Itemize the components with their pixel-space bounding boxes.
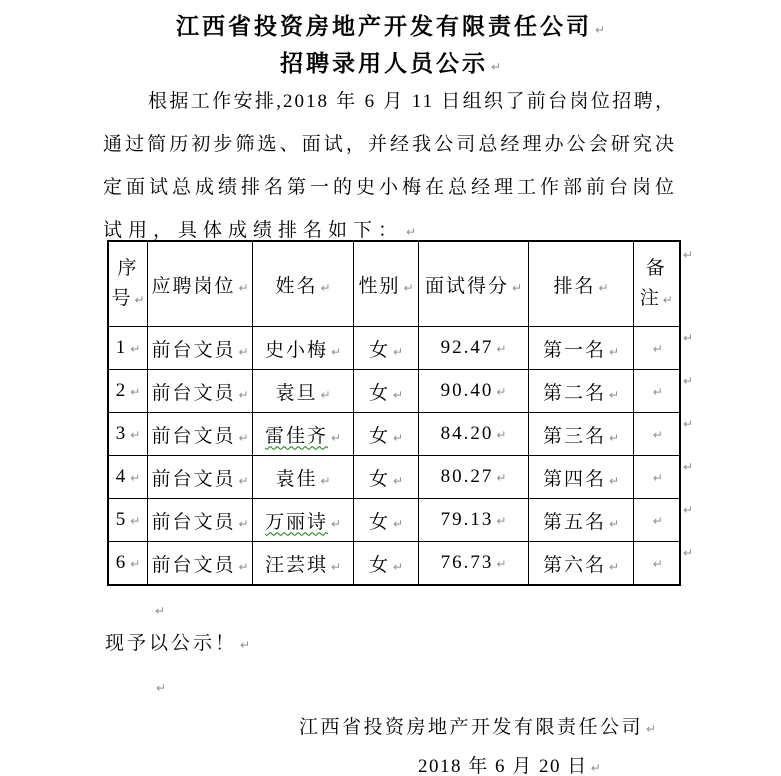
cell-remark — [634, 542, 680, 586]
cell-name-text: 袁佳 — [275, 468, 318, 490]
cell-no — [108, 327, 148, 370]
header-position — [148, 241, 253, 327]
paragraph-return-mark: ↵ — [496, 557, 507, 571]
cell-rank-text: 第四名 — [542, 468, 606, 490]
paragraph-return-mark: ↵ — [330, 516, 342, 531]
paragraph-return-mark: ↵ — [155, 604, 166, 618]
cell-no — [108, 370, 148, 413]
cell-rank — [529, 542, 634, 586]
cell-no — [108, 542, 148, 586]
paragraph-return-mark: ↵ — [608, 473, 620, 488]
paragraph-return-mark: ↵ — [683, 460, 694, 474]
paragraph-return-mark: ↵ — [683, 546, 694, 560]
cell-rank-text: 第一名 — [542, 339, 606, 361]
header-no-text: 序号 — [111, 257, 139, 309]
paragraph-return-mark: ↵ — [238, 280, 249, 295]
cell-position — [148, 499, 253, 542]
cell-name — [253, 327, 354, 370]
cell-remark — [634, 370, 680, 413]
cell-score-text: 90.40 — [440, 380, 494, 401]
cell-name-text: 袁旦 — [275, 382, 318, 404]
header-name — [253, 241, 354, 327]
table-row — [108, 370, 680, 413]
cell-rank-text: 第三名 — [542, 425, 606, 447]
paragraph-return-mark: ↵ — [238, 430, 249, 445]
paragraph-return-mark: ↵ — [608, 387, 620, 402]
header-rank-text: 排名 — [553, 275, 596, 297]
cell-no — [108, 456, 148, 499]
cell-gender — [354, 499, 419, 542]
cell-no — [108, 413, 148, 456]
cell-gender-text: 女 — [368, 511, 390, 533]
cell-rank — [529, 413, 634, 456]
paragraph-return-mark: ↵ — [392, 344, 404, 359]
paragraph-return-mark: ↵ — [392, 516, 404, 531]
cell-score — [419, 413, 529, 456]
closing-statement — [105, 628, 250, 655]
paragraph-return-mark: ↵ — [330, 430, 342, 445]
paragraph-return-mark: ↵ — [646, 722, 657, 736]
document-subtitle-text: 招聘录用人员公示 — [279, 51, 488, 76]
paragraph-return-mark: ↵ — [511, 280, 523, 295]
paragraph-return-mark: ↵ — [130, 471, 141, 485]
cell-position-text: 前台文员 — [151, 382, 236, 404]
cell-score-text: 80.27 — [440, 466, 494, 487]
paragraph-return-mark: ↵ — [496, 514, 507, 528]
cell-gender — [354, 456, 419, 499]
cell-no-text: 5 — [115, 509, 128, 530]
cell-position-text: 前台文员 — [151, 468, 236, 490]
cell-score — [419, 370, 529, 413]
cell-position — [148, 413, 253, 456]
body-line-4-text: 试用，具体成绩排名如下： — [103, 220, 404, 241]
cell-name — [253, 499, 354, 542]
cell-name-text: 汪芸琪 — [264, 554, 328, 576]
header-score-text: 面试得分 — [424, 275, 509, 297]
paragraph-return-mark: ↵ — [496, 342, 507, 356]
table-row — [108, 413, 680, 456]
paragraph-return-mark: ↵ — [662, 292, 673, 307]
cell-no-text: 3 — [115, 423, 128, 444]
cell-position-text: 前台文员 — [151, 554, 236, 576]
cell-no — [108, 499, 148, 542]
document-subtitle — [0, 45, 781, 78]
cell-gender — [354, 327, 419, 370]
cell-name — [253, 456, 354, 499]
cell-rank — [529, 370, 634, 413]
paragraph-return-mark: ↵ — [130, 428, 141, 442]
cell-rank — [529, 499, 634, 542]
paragraph-return-mark: ↵ — [392, 473, 404, 488]
cell-gender-text: 女 — [368, 382, 390, 404]
header-no — [108, 241, 148, 327]
header-name-text: 姓名 — [275, 275, 318, 297]
paragraph-return-mark: ↵ — [683, 248, 694, 262]
document-title — [0, 8, 781, 41]
cell-name — [253, 370, 354, 413]
cell-position — [148, 327, 253, 370]
body-line-1: 根据工作安排,2018 年 6 月 11 日组织了前台岗位招聘， — [148, 91, 676, 112]
paragraph-return-mark: ↵ — [392, 387, 404, 402]
cell-gender-text: 女 — [368, 554, 390, 576]
paragraph-return-mark: ↵ — [683, 417, 694, 431]
paragraph-return-mark: ↵ — [238, 473, 249, 488]
paragraph-return-mark: ↵ — [330, 559, 342, 574]
cell-score — [419, 542, 529, 586]
paragraph-return-mark: ↵ — [134, 292, 145, 307]
table-row — [108, 327, 680, 370]
paragraph-return-mark: ↵ — [683, 331, 694, 345]
paragraph-return-mark: ↵ — [238, 516, 249, 531]
cell-rank-text: 第六名 — [542, 554, 606, 576]
cell-gender-text: 女 — [368, 339, 390, 361]
paragraph-return-mark: ↵ — [608, 559, 620, 574]
cell-no-text: 1 — [115, 337, 128, 358]
cell-rank — [529, 456, 634, 499]
cell-name-text: 史小梅 — [264, 339, 328, 361]
paragraph-return-mark: ↵ — [608, 430, 620, 445]
signature-date — [418, 751, 601, 776]
signature-company-text: 江西省投资房地产开发有限责任公司 — [299, 717, 644, 738]
document-title-text: 江西省投资房地产开发有限责任公司 — [175, 14, 592, 39]
paragraph-return-mark: ↵ — [598, 280, 609, 295]
cell-score-text: 92.47 — [440, 337, 494, 358]
body-line-3: 定面试总成绩排名第一的史小梅在总经理工作部前台岗位 — [103, 177, 676, 198]
cell-position-text: 前台文员 — [151, 339, 236, 361]
cell-position — [148, 370, 253, 413]
cell-name-text: 万丽诗 — [264, 511, 328, 533]
cell-no-text: 4 — [115, 466, 128, 487]
cell-score-text: 76.73 — [440, 552, 494, 573]
paragraph-return-mark: ↵ — [590, 761, 601, 775]
paragraph-return-mark: ↵ — [130, 557, 141, 571]
paragraph-return-mark: ↵ — [496, 428, 507, 442]
cell-rank — [529, 327, 634, 370]
cell-score — [419, 327, 529, 370]
paragraph-return-mark: ↵ — [392, 559, 404, 574]
paragraph-return-mark: ↵ — [652, 514, 663, 528]
paragraph-return-mark: ↵ — [238, 387, 249, 402]
paragraph-return-mark: ↵ — [594, 23, 606, 37]
paragraph-return-mark: ↵ — [130, 514, 141, 528]
header-rank — [529, 241, 634, 327]
table-row — [108, 499, 680, 542]
cell-name — [253, 413, 354, 456]
cell-gender — [354, 542, 419, 586]
cell-gender-text: 女 — [368, 468, 390, 490]
paragraph-return-mark: ↵ — [683, 374, 694, 388]
paragraph-return-mark: ↵ — [403, 280, 414, 295]
paragraph-return-mark: ↵ — [130, 385, 141, 399]
cell-rank-text: 第二名 — [542, 382, 606, 404]
cell-remark — [634, 456, 680, 499]
cell-no-text: 6 — [115, 552, 128, 573]
cell-gender-text: 女 — [368, 425, 390, 447]
cell-score — [419, 499, 529, 542]
paragraph-return-mark: ↵ — [238, 559, 249, 574]
signature-company — [299, 712, 656, 739]
cell-score-text: 84.20 — [440, 423, 494, 444]
cell-no-text: 2 — [115, 380, 128, 401]
paragraph-return-mark: ↵ — [320, 280, 331, 295]
paragraph-return-mark: ↵ — [652, 385, 663, 399]
cell-name-text: 雷佳齐 — [264, 425, 328, 447]
body-line-2: 通过简历初步筛选、面试，并经我公司总经理办公会研究决 — [103, 134, 676, 155]
header-gender-text: 性别 — [358, 275, 401, 297]
header-position-text: 应聘岗位 — [151, 275, 236, 297]
cell-remark — [634, 327, 680, 370]
cell-name — [253, 542, 354, 586]
cell-position — [148, 456, 253, 499]
paragraph-return-mark: ↵ — [683, 503, 694, 517]
cell-position — [148, 542, 253, 586]
paragraph-return-mark: ↵ — [608, 344, 620, 359]
paragraph-return-mark: ↵ — [238, 344, 249, 359]
cell-rank-text: 第五名 — [542, 511, 606, 533]
table-row — [108, 542, 680, 586]
paragraph-return-mark: ↵ — [652, 557, 663, 571]
header-gender — [354, 241, 419, 327]
cell-score-text: 79.13 — [440, 509, 494, 530]
paragraph-return-mark: ↵ — [240, 638, 251, 652]
paragraph-return-mark: ↵ — [608, 516, 620, 531]
paragraph-return-mark: ↵ — [652, 471, 663, 485]
paragraph-return-mark: ↵ — [496, 385, 507, 399]
body-paragraph — [103, 86, 676, 258]
paragraph-return-mark: ↵ — [130, 342, 141, 356]
cell-position-text: 前台文员 — [151, 425, 236, 447]
paragraph-return-mark: ↵ — [330, 344, 342, 359]
closing-text: 现予以公示！ — [105, 633, 238, 654]
paragraph-return-mark: ↵ — [406, 225, 417, 239]
cell-score — [419, 456, 529, 499]
cell-remark — [634, 499, 680, 542]
table-header-row — [108, 241, 680, 327]
table-row — [108, 456, 680, 499]
paragraph-return-mark: ↵ — [320, 473, 331, 488]
header-remark-text: 备注 — [639, 257, 667, 309]
paragraph-return-mark: ↵ — [496, 471, 507, 485]
header-remark — [634, 241, 680, 327]
paragraph-return-mark: ↵ — [652, 342, 663, 356]
header-score — [419, 241, 529, 327]
signature-date-text: 2018 年 6 月 20 日 — [418, 756, 588, 776]
recruitment-score-table — [107, 240, 681, 586]
paragraph-return-mark: ↵ — [320, 387, 331, 402]
cell-position-text: 前台文员 — [151, 511, 236, 533]
paragraph-return-mark: ↵ — [392, 430, 404, 445]
paragraph-return-mark: ↵ — [652, 428, 663, 442]
cell-gender — [354, 413, 419, 456]
paragraph-return-mark: ↵ — [490, 60, 502, 74]
cell-gender — [354, 370, 419, 413]
cell-remark — [634, 413, 680, 456]
paragraph-return-mark: ↵ — [156, 681, 167, 695]
